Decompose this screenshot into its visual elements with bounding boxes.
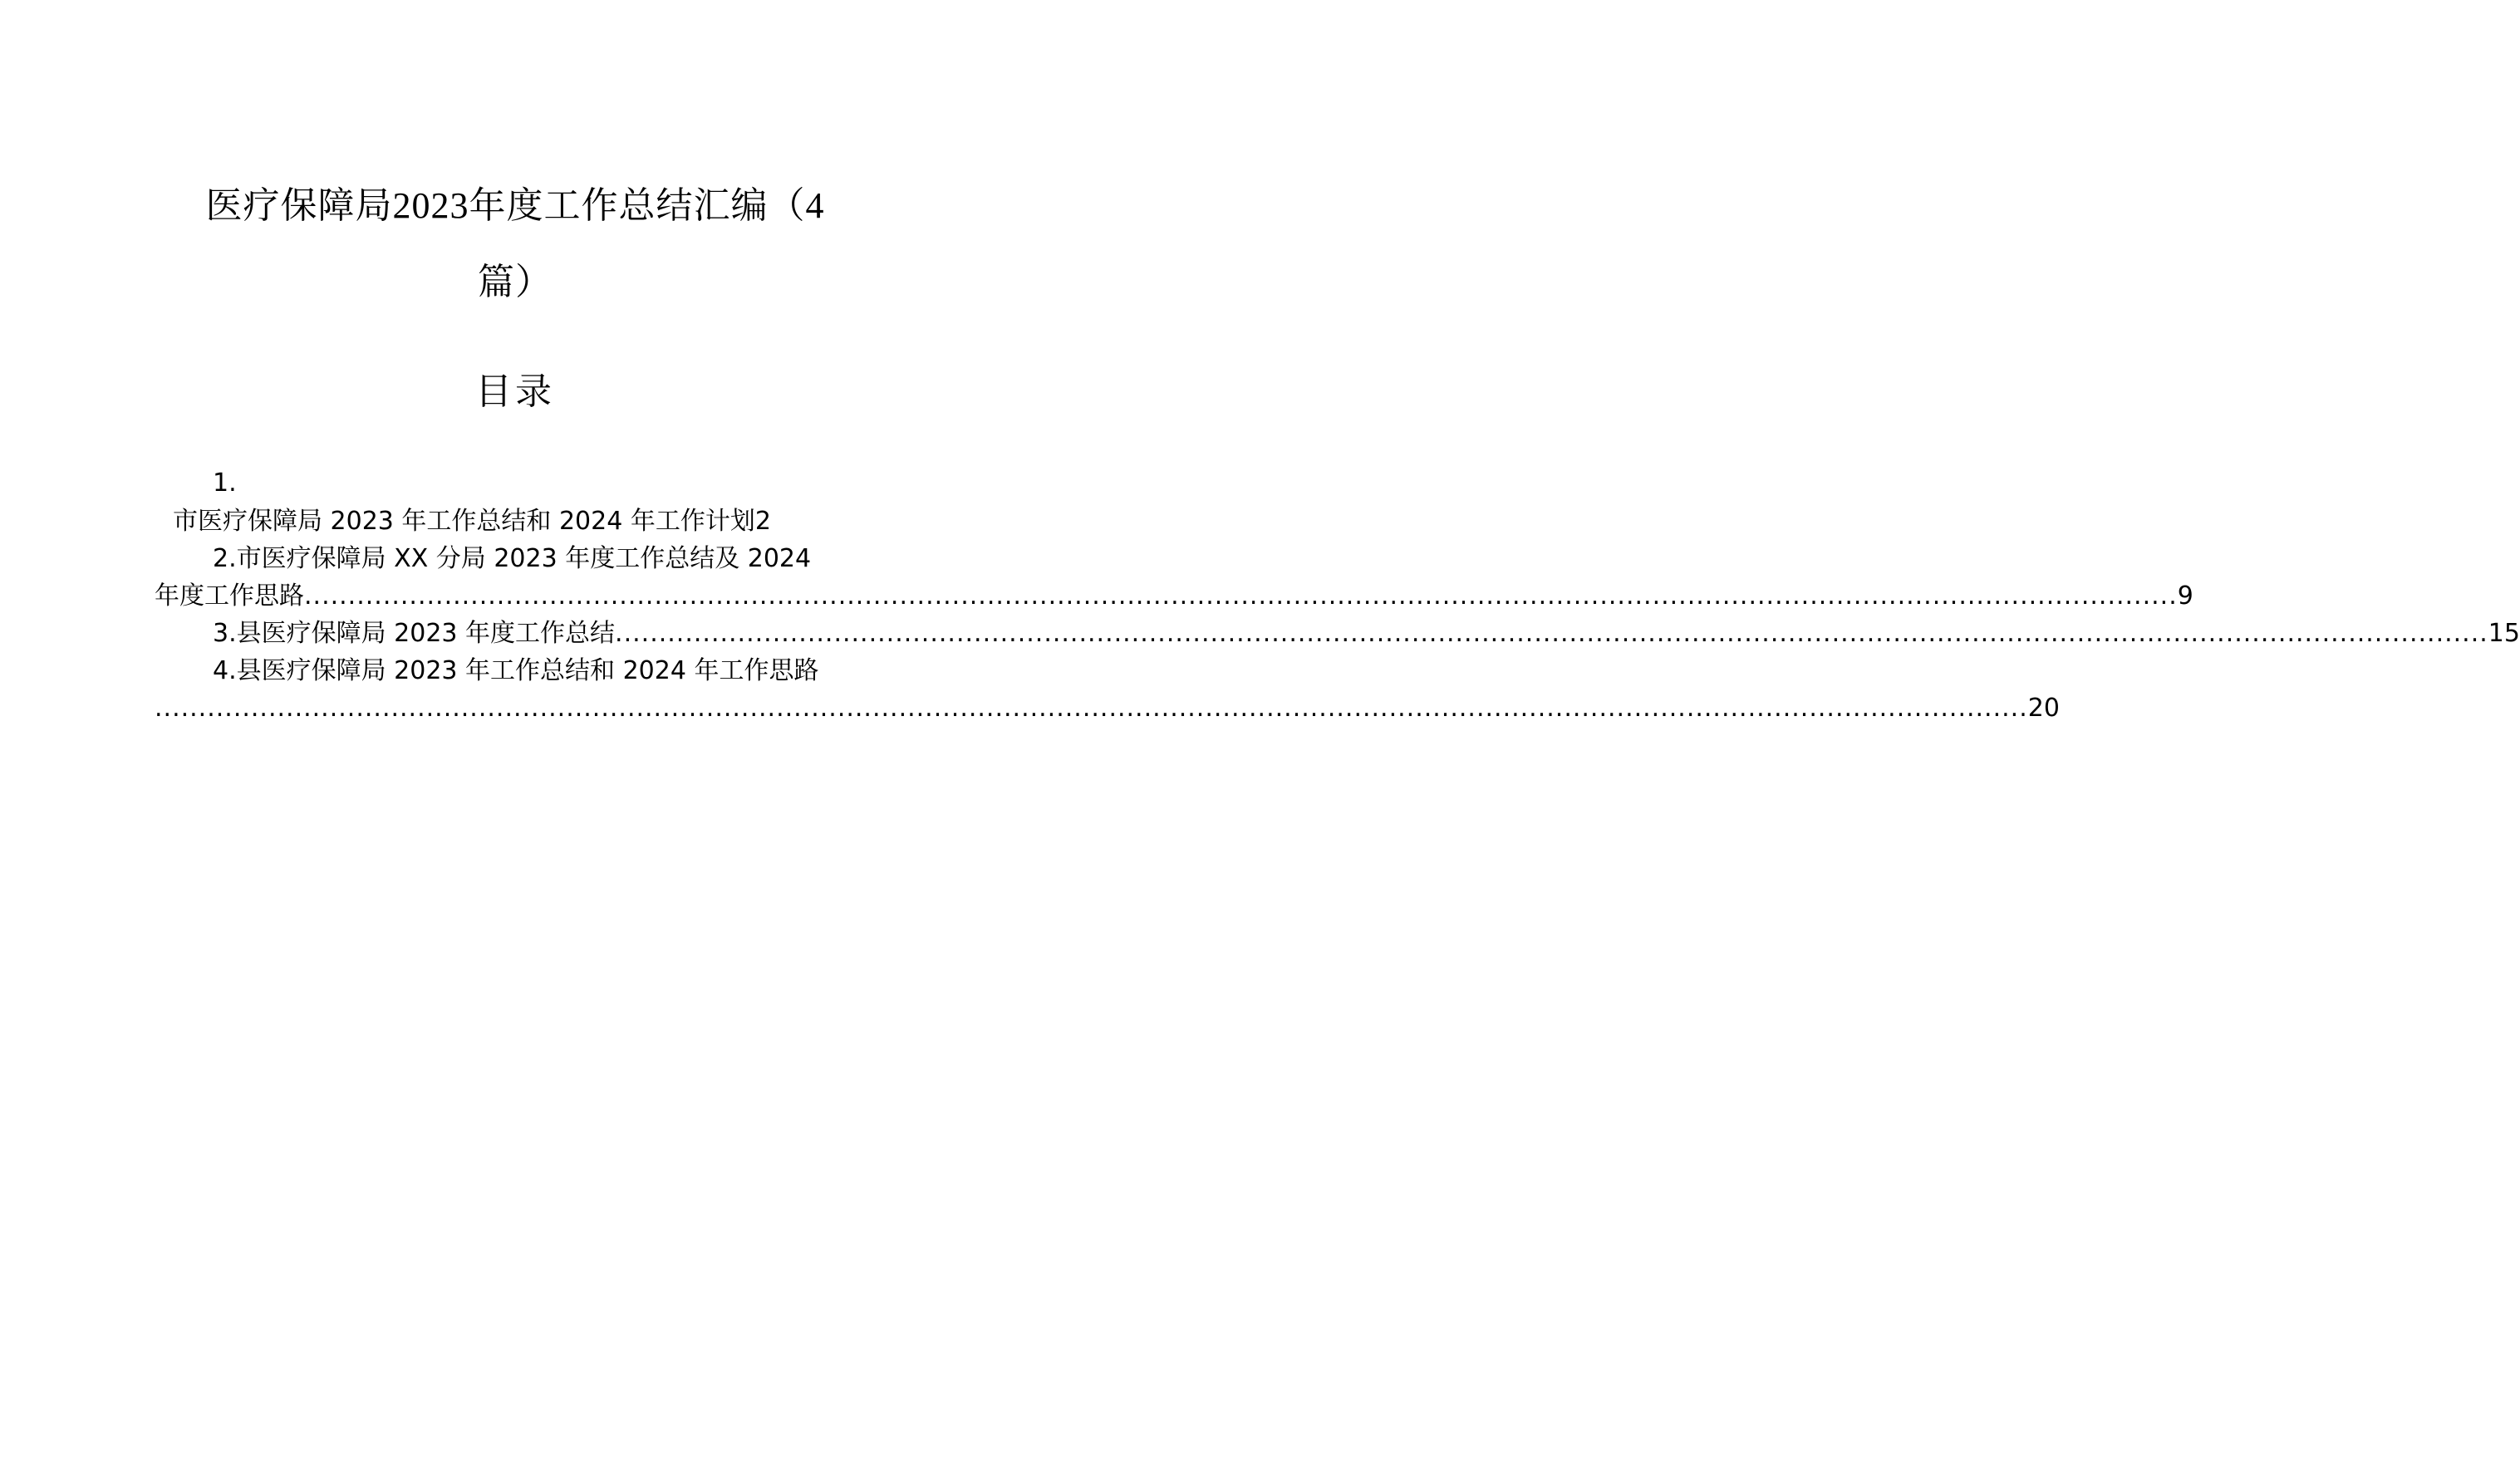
toc-entry-2-line-2[interactable] [155,578,2193,615]
toc-entry-2-leader: ...................................................................................................................................................................................................................... [304,581,2178,611]
toc-entry-3-text: 3.县医疗保障局 2023 年度工作总结 [213,619,616,648]
toc-entry-2-text: 年度工作思路 [155,581,304,611]
title-prefix: 医疗保障局 [205,184,393,227]
title-count: 4 [805,185,825,226]
toc-entry-4-line-1[interactable]: 4.县医疗保障局 2023 年工作总结和 2024 年工作思路 [213,656,819,685]
toc-entry-4-leader: ...................................................................................................................................................................................................................... [155,694,2028,723]
toc-entry-1-line[interactable] [173,503,771,540]
toc-entry-1-text: 市医疗保障局 2023 年工作总结和 2024 年工作计划 [173,507,755,536]
toc-entry-3-leader: ...................................................................................................................................................................................................................... [615,619,2488,648]
toc-entry-3-page: 15 [2488,619,2520,648]
title-suffix: 年度工作总结汇编（ [469,184,806,227]
toc-entry-2-page: 9 [2177,581,2193,611]
toc-entry-4-page: 20 [2027,694,2060,723]
toc-entry-2-line-1[interactable]: 2.市医疗保障局 XX 分局 2023 年度工作总结及 2024 [213,544,812,573]
toc-entry-1-number[interactable]: 1. [213,468,237,498]
document-title-line-1 [0,181,1030,231]
toc-entry-4-line-2[interactable] [155,690,2060,727]
toc-entry-3-line[interactable] [213,616,2520,652]
toc-entry-1-page: 2 [754,507,771,536]
document-title-line-2: 篇） [478,261,553,303]
toc-heading: 目录 [475,370,555,413]
title-year: 2023 [392,185,469,226]
